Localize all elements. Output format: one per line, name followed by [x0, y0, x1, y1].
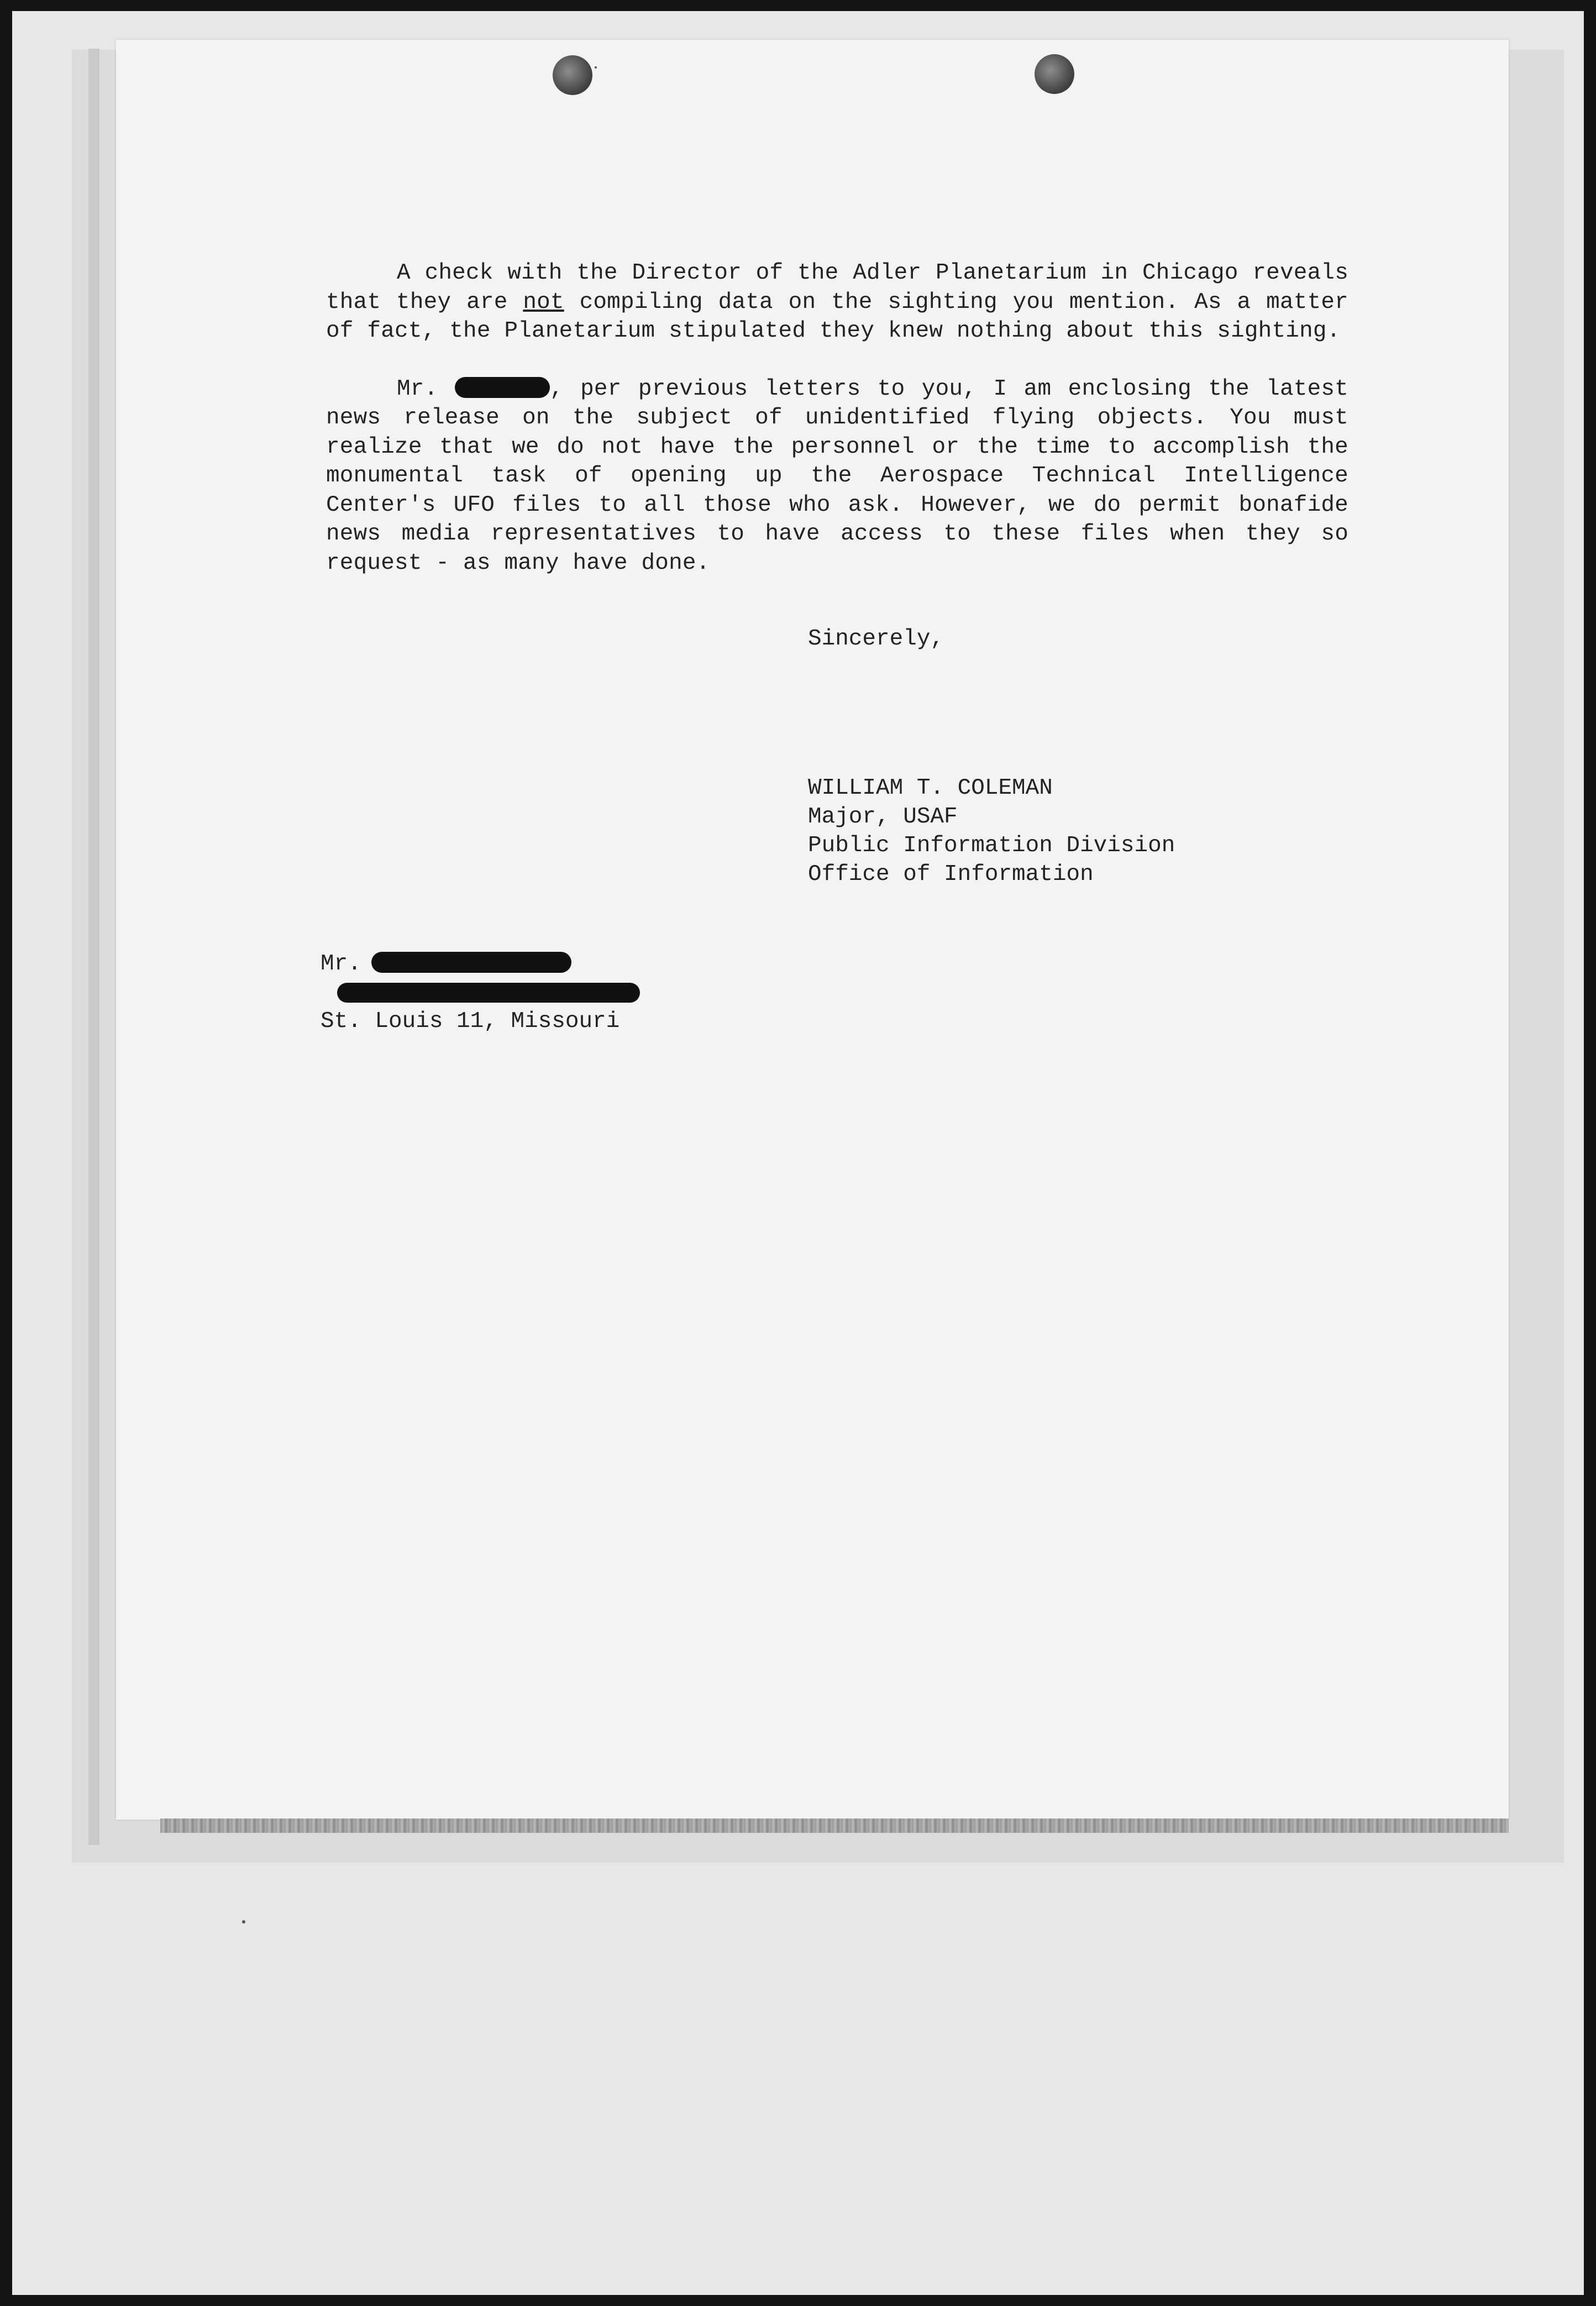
redacted-street-address: [337, 983, 640, 1003]
film-speck: [242, 1920, 245, 1924]
recipient-name-line: [321, 950, 640, 978]
signer-office: Office of Information: [808, 862, 1094, 887]
paragraph-2-text: , per previous letters to you, I am enclosing the latest news release on the subject of unidentified flying objects. You must realize that we do not have the personnel or the time to accomplish the monumental task of opening up the Aerospace Technical Intelligence Center's UFO files to all those who ask. However, we do permit bonafide news media representatives to have access to these files when they so request - as many have done.: [326, 376, 1348, 576]
salutation-prefix: Mr.: [397, 376, 438, 402]
signer-division: Public Information Division: [808, 833, 1175, 858]
signature-block: [808, 774, 1175, 889]
punch-hole-left: [553, 55, 592, 95]
letter-body: [326, 259, 1348, 578]
paragraph-news-release: [326, 375, 1348, 578]
closing: Sincerely,: [808, 626, 944, 652]
paragraph-1-text-end: compiling data on the sighting you mention. As a matter of fact, the Planetarium stipulated they knew nothing about this sighting.: [326, 289, 1348, 344]
paragraph-1-text-start: A check with the Director of the Adler Planetarium in Chicago reveals that they are: [326, 260, 1348, 315]
recipient-city: St. Louis 11, Missouri: [321, 1009, 620, 1034]
film-speck: [595, 66, 597, 69]
paragraph-planetarium: [326, 259, 1348, 346]
page-bottom-edge: [160, 1818, 1509, 1833]
redacted-name: [455, 377, 550, 398]
punch-hole-right: [1035, 54, 1074, 94]
redacted-recipient-name: [371, 952, 571, 973]
background-sheet-edge: [88, 49, 99, 1845]
signer-name: WILLIAM T. COLEMAN: [808, 775, 1053, 801]
recipient-address: [321, 950, 640, 1036]
signer-rank: Major, USAF: [808, 804, 958, 830]
underlined-word: not: [523, 289, 564, 315]
recipient-prefix: Mr.: [321, 951, 361, 977]
